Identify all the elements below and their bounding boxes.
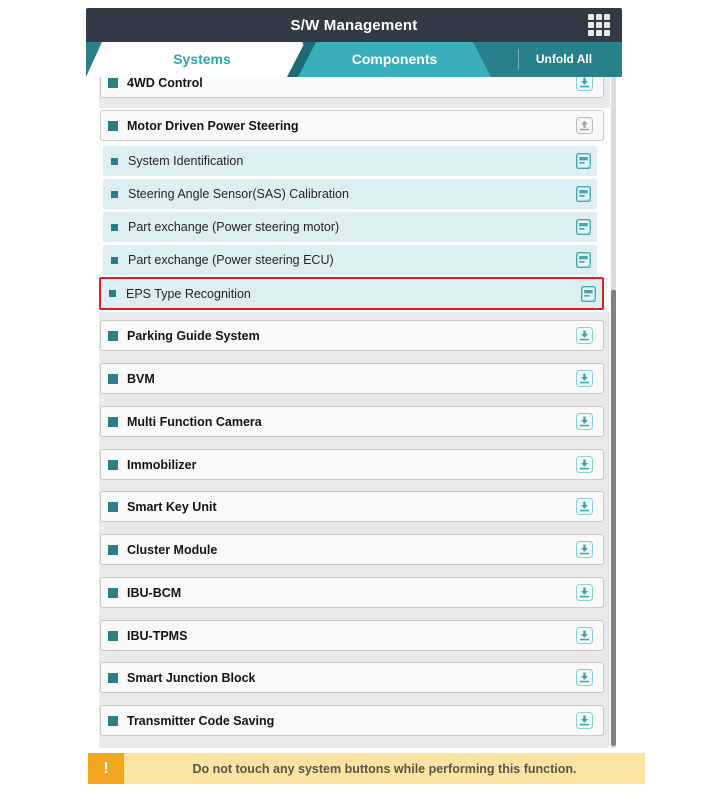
bullet-icon	[111, 191, 118, 198]
bullet-icon	[108, 121, 118, 131]
grid-cell	[604, 30, 610, 36]
tab-systems[interactable]: Systems	[173, 51, 231, 67]
list-item-label: Motor Driven Power Steering	[127, 118, 299, 133]
bullet-icon	[108, 716, 118, 726]
list-item-ibu-tpms[interactable]	[100, 620, 604, 651]
bullet-icon	[109, 290, 116, 297]
tab-components[interactable]: Components	[351, 51, 438, 67]
download-icon[interactable]	[576, 413, 593, 430]
list-item-part-exchange-motor[interactable]	[103, 212, 597, 242]
list-item-label: IBU-TPMS	[127, 628, 188, 643]
list-item-transmitter-code-saving[interactable]	[100, 705, 604, 736]
list-item-part-exchange-ecu[interactable]	[103, 245, 597, 275]
exclamation-icon: !	[88, 753, 124, 784]
download-icon[interactable]	[576, 669, 593, 686]
download-icon[interactable]	[576, 712, 593, 729]
list-item-label: Smart Key Unit	[127, 499, 217, 514]
list-item-label: Multi Function Camera	[127, 414, 262, 429]
download-icon[interactable]	[576, 541, 593, 558]
list-item-label: EPS Type Recognition	[126, 286, 251, 301]
document-icon[interactable]	[576, 252, 591, 268]
list-item-label: 4WD Control	[127, 77, 203, 90]
download-icon[interactable]	[576, 327, 593, 344]
list-item-label: Steering Angle Sensor(SAS) Calibration	[128, 187, 349, 201]
list-item-smart-junction-block[interactable]	[100, 662, 604, 693]
list-item-label: IBU-BCM	[127, 585, 182, 600]
list-item-motor-driven-power-steering[interactable]	[100, 110, 604, 141]
scrollbar-thumb[interactable]	[611, 290, 616, 746]
list-item-label: Part exchange (Power steering ECU)	[128, 253, 334, 267]
grid-cell	[596, 22, 602, 28]
bullet-icon	[108, 631, 118, 641]
page-title: S/W Management	[290, 16, 418, 34]
bullet-icon	[108, 417, 118, 427]
list-item-label: Cluster Module	[127, 542, 218, 557]
unfold-all-button[interactable]: Unfold All	[535, 52, 593, 66]
bullet-icon	[108, 78, 118, 88]
list-item-bvm[interactable]	[100, 363, 604, 394]
list-item-smart-key-unit[interactable]	[100, 491, 604, 522]
bullet-icon	[108, 588, 118, 598]
document-icon[interactable]	[581, 286, 596, 302]
warning-bar	[88, 753, 645, 784]
grid-icon[interactable]	[586, 12, 612, 38]
list-item-label: Smart Junction Block	[127, 670, 256, 685]
upload-icon[interactable]	[576, 117, 593, 134]
grid-cell	[604, 22, 610, 28]
document-icon[interactable]	[576, 153, 591, 169]
list-item-label: Immobilizer	[127, 457, 197, 472]
grid-cell	[596, 14, 602, 20]
list-item-sas-calibration[interactable]	[103, 179, 597, 209]
scrollbar-track[interactable]	[611, 77, 616, 748]
list-item-label: Part exchange (Power steering motor)	[128, 220, 340, 234]
list-item-immobilizer[interactable]	[100, 449, 604, 480]
bullet-icon	[108, 545, 118, 555]
grid-cell	[588, 30, 594, 36]
grid-cell	[596, 30, 602, 36]
bullet-icon	[108, 331, 118, 341]
warning-text: Do not touch any system buttons while performing this function.	[192, 761, 577, 776]
bullet-icon	[111, 158, 118, 165]
list-item-label: System Identification	[128, 154, 244, 168]
bullet-icon	[108, 673, 118, 683]
download-icon[interactable]	[576, 77, 593, 91]
bullet-icon	[111, 257, 118, 264]
grid-cell	[588, 22, 594, 28]
list-item-4wd-control[interactable]	[100, 77, 604, 98]
download-icon[interactable]	[576, 584, 593, 601]
grid-cell	[588, 14, 594, 20]
bullet-icon	[111, 224, 118, 231]
tab-bar	[86, 42, 622, 77]
download-icon[interactable]	[576, 627, 593, 644]
list-item-ibu-bcm[interactable]	[100, 577, 604, 608]
list-item-multi-function-camera[interactable]	[100, 406, 604, 437]
titlebar	[86, 8, 622, 42]
list-item-eps-type-recognition[interactable]	[99, 277, 604, 310]
download-icon[interactable]	[576, 370, 593, 387]
list-item-cluster-module[interactable]	[100, 534, 604, 565]
list-item-parking-guide-system[interactable]	[100, 320, 604, 351]
download-icon[interactable]	[576, 498, 593, 515]
bullet-icon	[108, 460, 118, 470]
systems-list	[99, 77, 610, 748]
document-icon[interactable]	[576, 186, 591, 202]
list-item-label: BVM	[127, 371, 155, 386]
list-item-system-identification[interactable]	[103, 146, 597, 176]
list-item-label: Parking Guide System	[127, 328, 260, 343]
download-icon[interactable]	[576, 456, 593, 473]
document-icon[interactable]	[576, 219, 591, 235]
bullet-icon	[108, 502, 118, 512]
grid-cell	[604, 14, 610, 20]
bullet-icon	[108, 374, 118, 384]
list-item-label: Transmitter Code Saving	[127, 713, 275, 728]
